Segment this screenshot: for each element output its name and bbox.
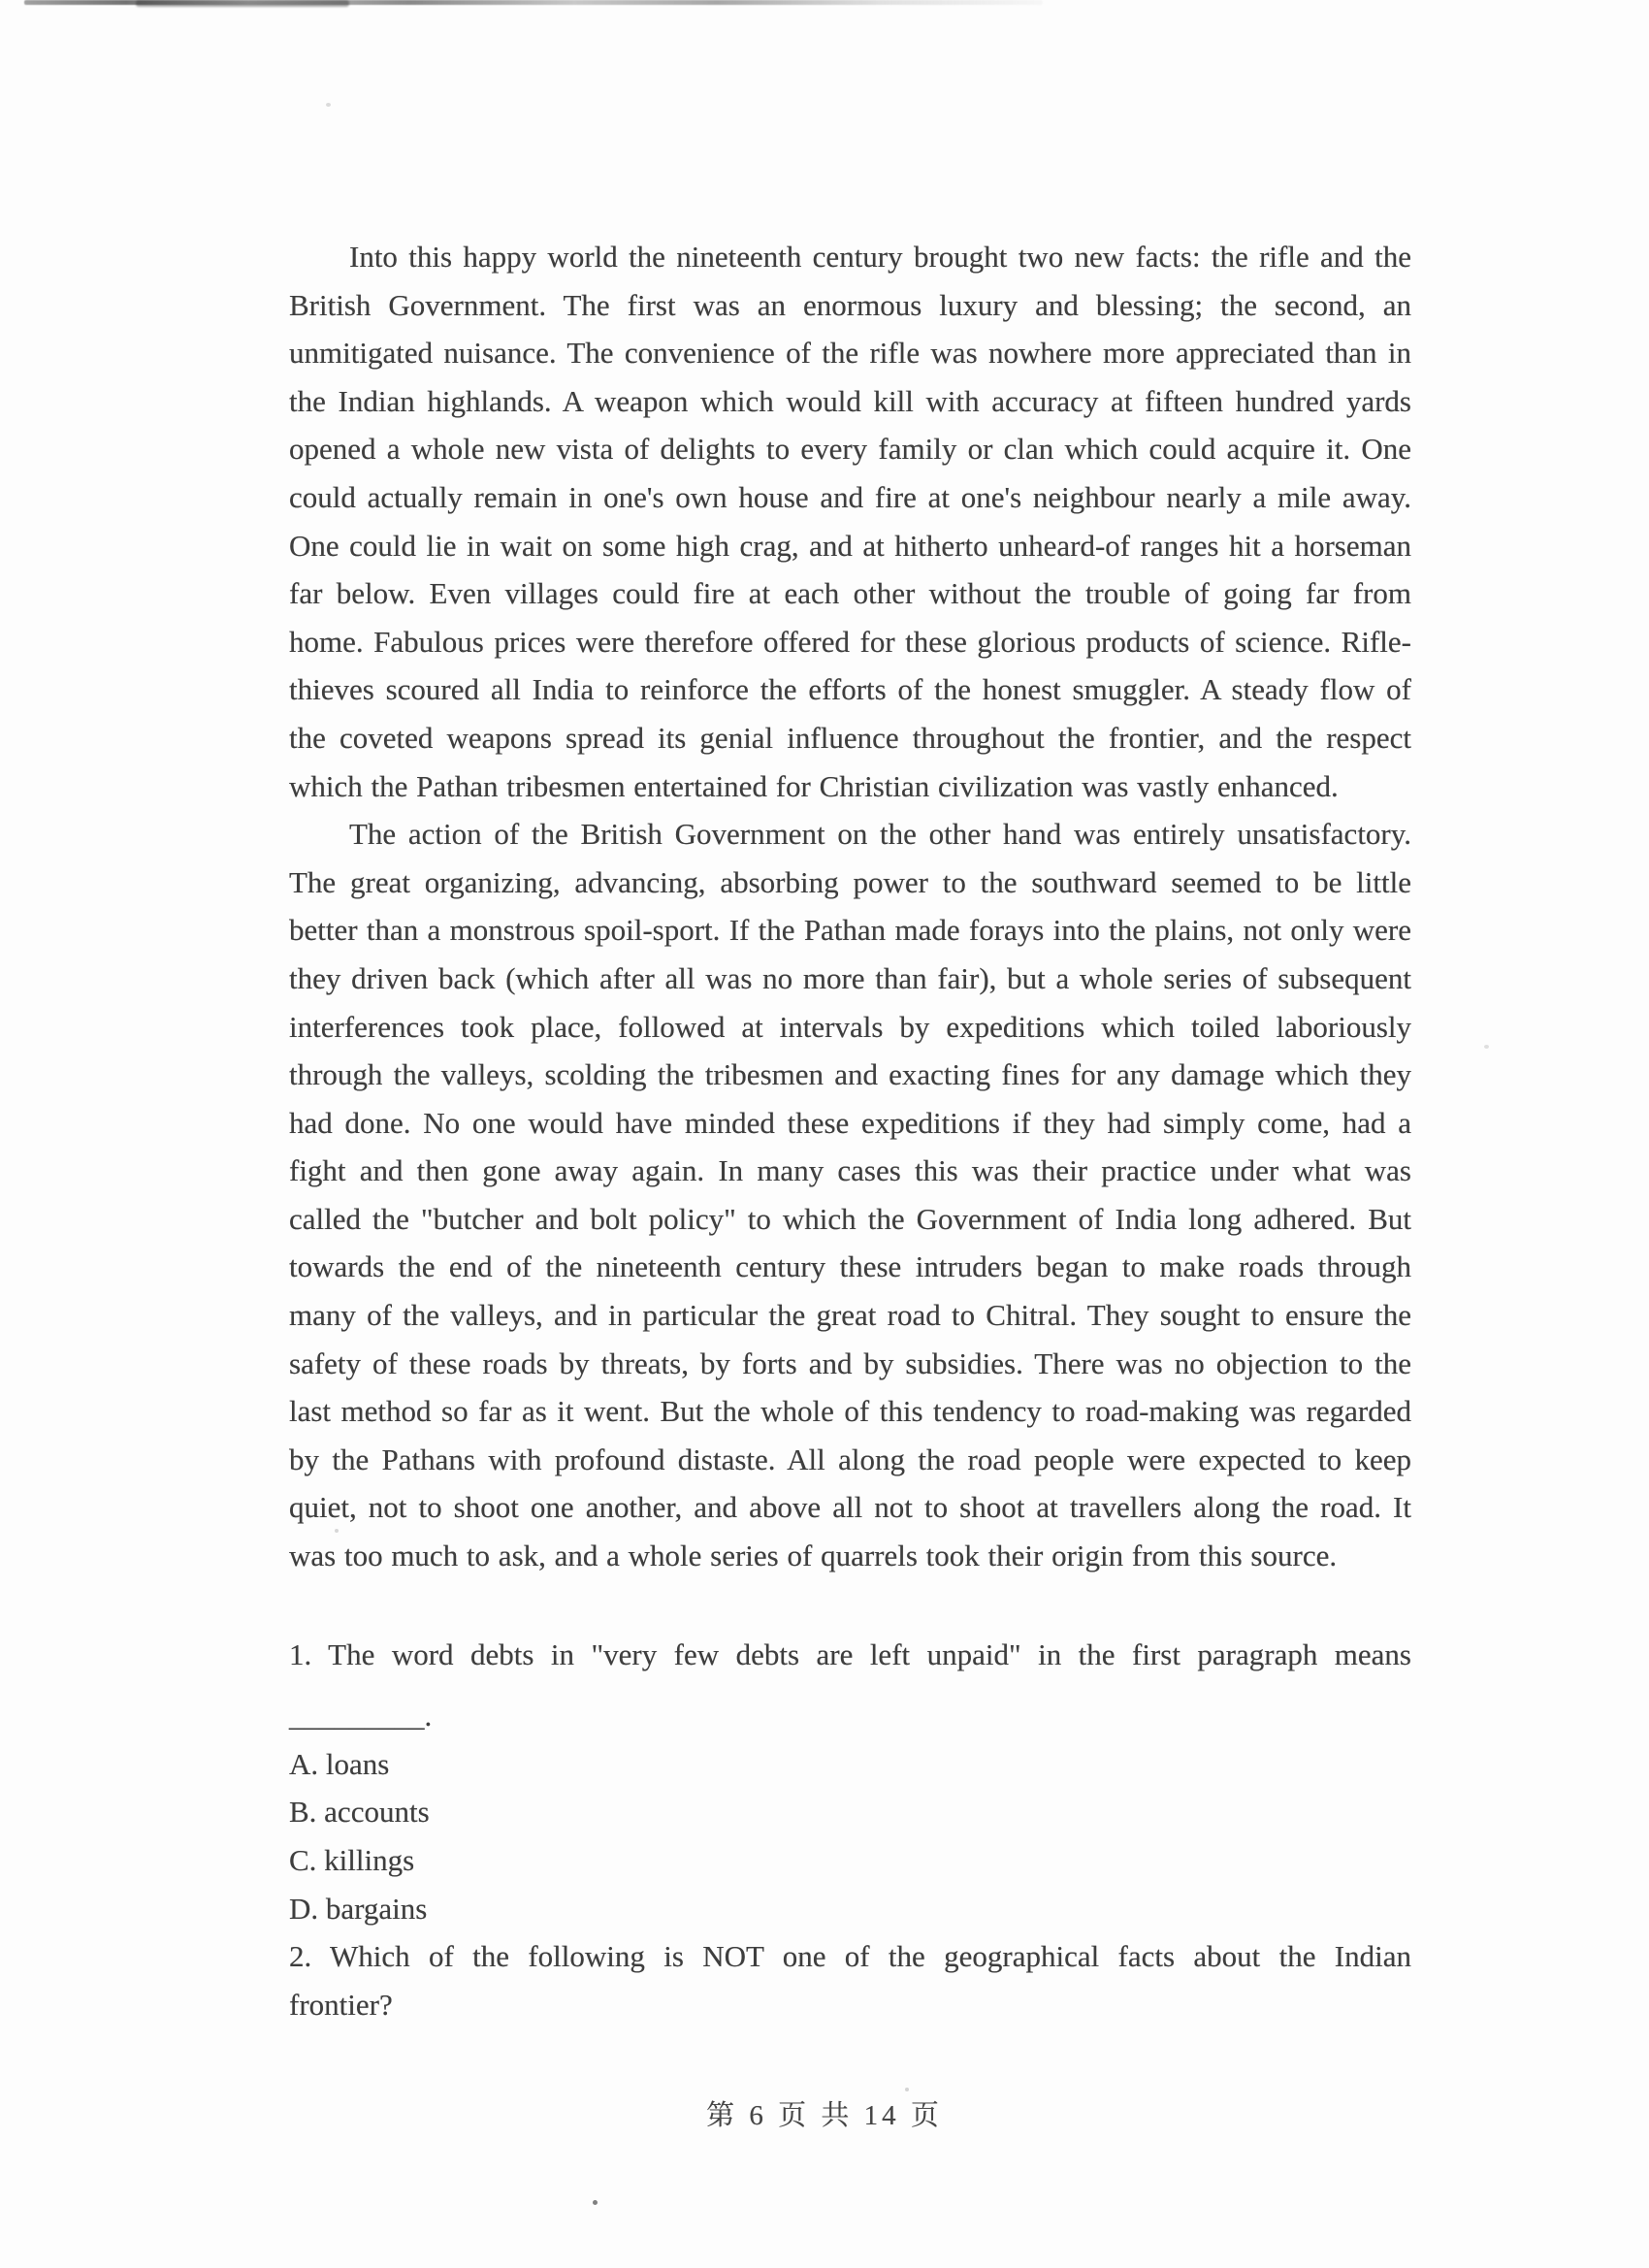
passage-paragraph-2: The action of the British Government on the other hand was entirely unsatisfactory. The great organizing, advancing, absorbing power to the southward seemed to be little better than a monstrous spoil-sport. If the Pathan made forays into the plains, not only were they driven back (which after all was no more than fair), but a whole series of subsequent interferences took place, followed at intervals by expeditions which toiled laboriously through the valleys, scolding the tribesmen and exacting fines for any damage which they had done. No one would have minded these expeditions if they had simply come, had a fight and then gone away again. In many cases this was their practice under what was called the "butcher and bolt policy" to which the Government of India long adhered. But towards the end of the nineteenth century these intruders began to make roads through many of the valleys, and in particular the great road to Chitral. They sought to ensure the safety of these roads by threats, by forts and by subsidies. There was no objection to the last method so far as it went. But the whole of this tendency to road-making was regarded by the Pathans with profound distaste. All along the road people were expected to keep quiet, not to shoot one another, and above all not to shoot at travellers along the road. It was too much to ask, and a whole series of quarrels took their origin from this source. <box>289 817 1411 1573</box>
question-1-text: 1. The word debts in "very few debts are left unpaid" in the first paragraph means <box>289 1636 1411 1671</box>
page-number-footer: 第 6 页 共 14 页 <box>706 2100 943 2131</box>
question-1 <box>289 1631 1411 1933</box>
question-1-option-d: D. bargains <box>289 1891 428 1926</box>
question-1-option-c: C. killings <box>289 1843 415 1877</box>
question-1-option-a: A. loans <box>289 1746 390 1781</box>
question-1-option-b: B. accounts <box>289 1795 430 1830</box>
question-1-answer-blank: _________. <box>289 1699 433 1733</box>
scan-speck <box>1484 1045 1489 1049</box>
scan-speck <box>593 2200 598 2205</box>
question-2-text-line-1: 2. Which of the following is NOT one of the geographical facts about the Indian <box>289 1939 1411 1974</box>
passage-paragraph-1: Into this happy world the nineteenth century brought two new facts: the rifle and the British Government. The first was an enormous luxury and blessing; the second, an unmitigated nuisance. The convenience of the rifle was nowhere more appreciated than in the Indian highlands. A weapon which would kill with accuracy at fifteen hundred yards opened a whole new vista of delights to every family or clan which could acquire it. One could actually remain in one's own house and fire at one's neighbour nearly a mile away. One could lie in wait on some high crag, and at hitherto unheard-of ranges hit a horseman far below. Even villages could fire at each other without the trouble of going far from home. Fabulous prices were therefore offered for these glorious products of science. Rifle-thieves scoured all India to reinforce the efforts of the honest smuggler. A steady flow of the coveted weapons spread its genial influence throughout the frontier, and the respect which the Pathan tribesmen entertained for Christian civilization was vastly enhanced. <box>289 240 1411 803</box>
question-2 <box>289 1932 1411 2028</box>
scan-speck <box>905 2088 909 2091</box>
question-2-text-line-2: frontier? <box>289 1987 393 2022</box>
scan-speck <box>326 103 331 107</box>
scan-artifact-top-edge-dark <box>136 0 349 7</box>
passage-and-questions <box>289 233 1411 2028</box>
